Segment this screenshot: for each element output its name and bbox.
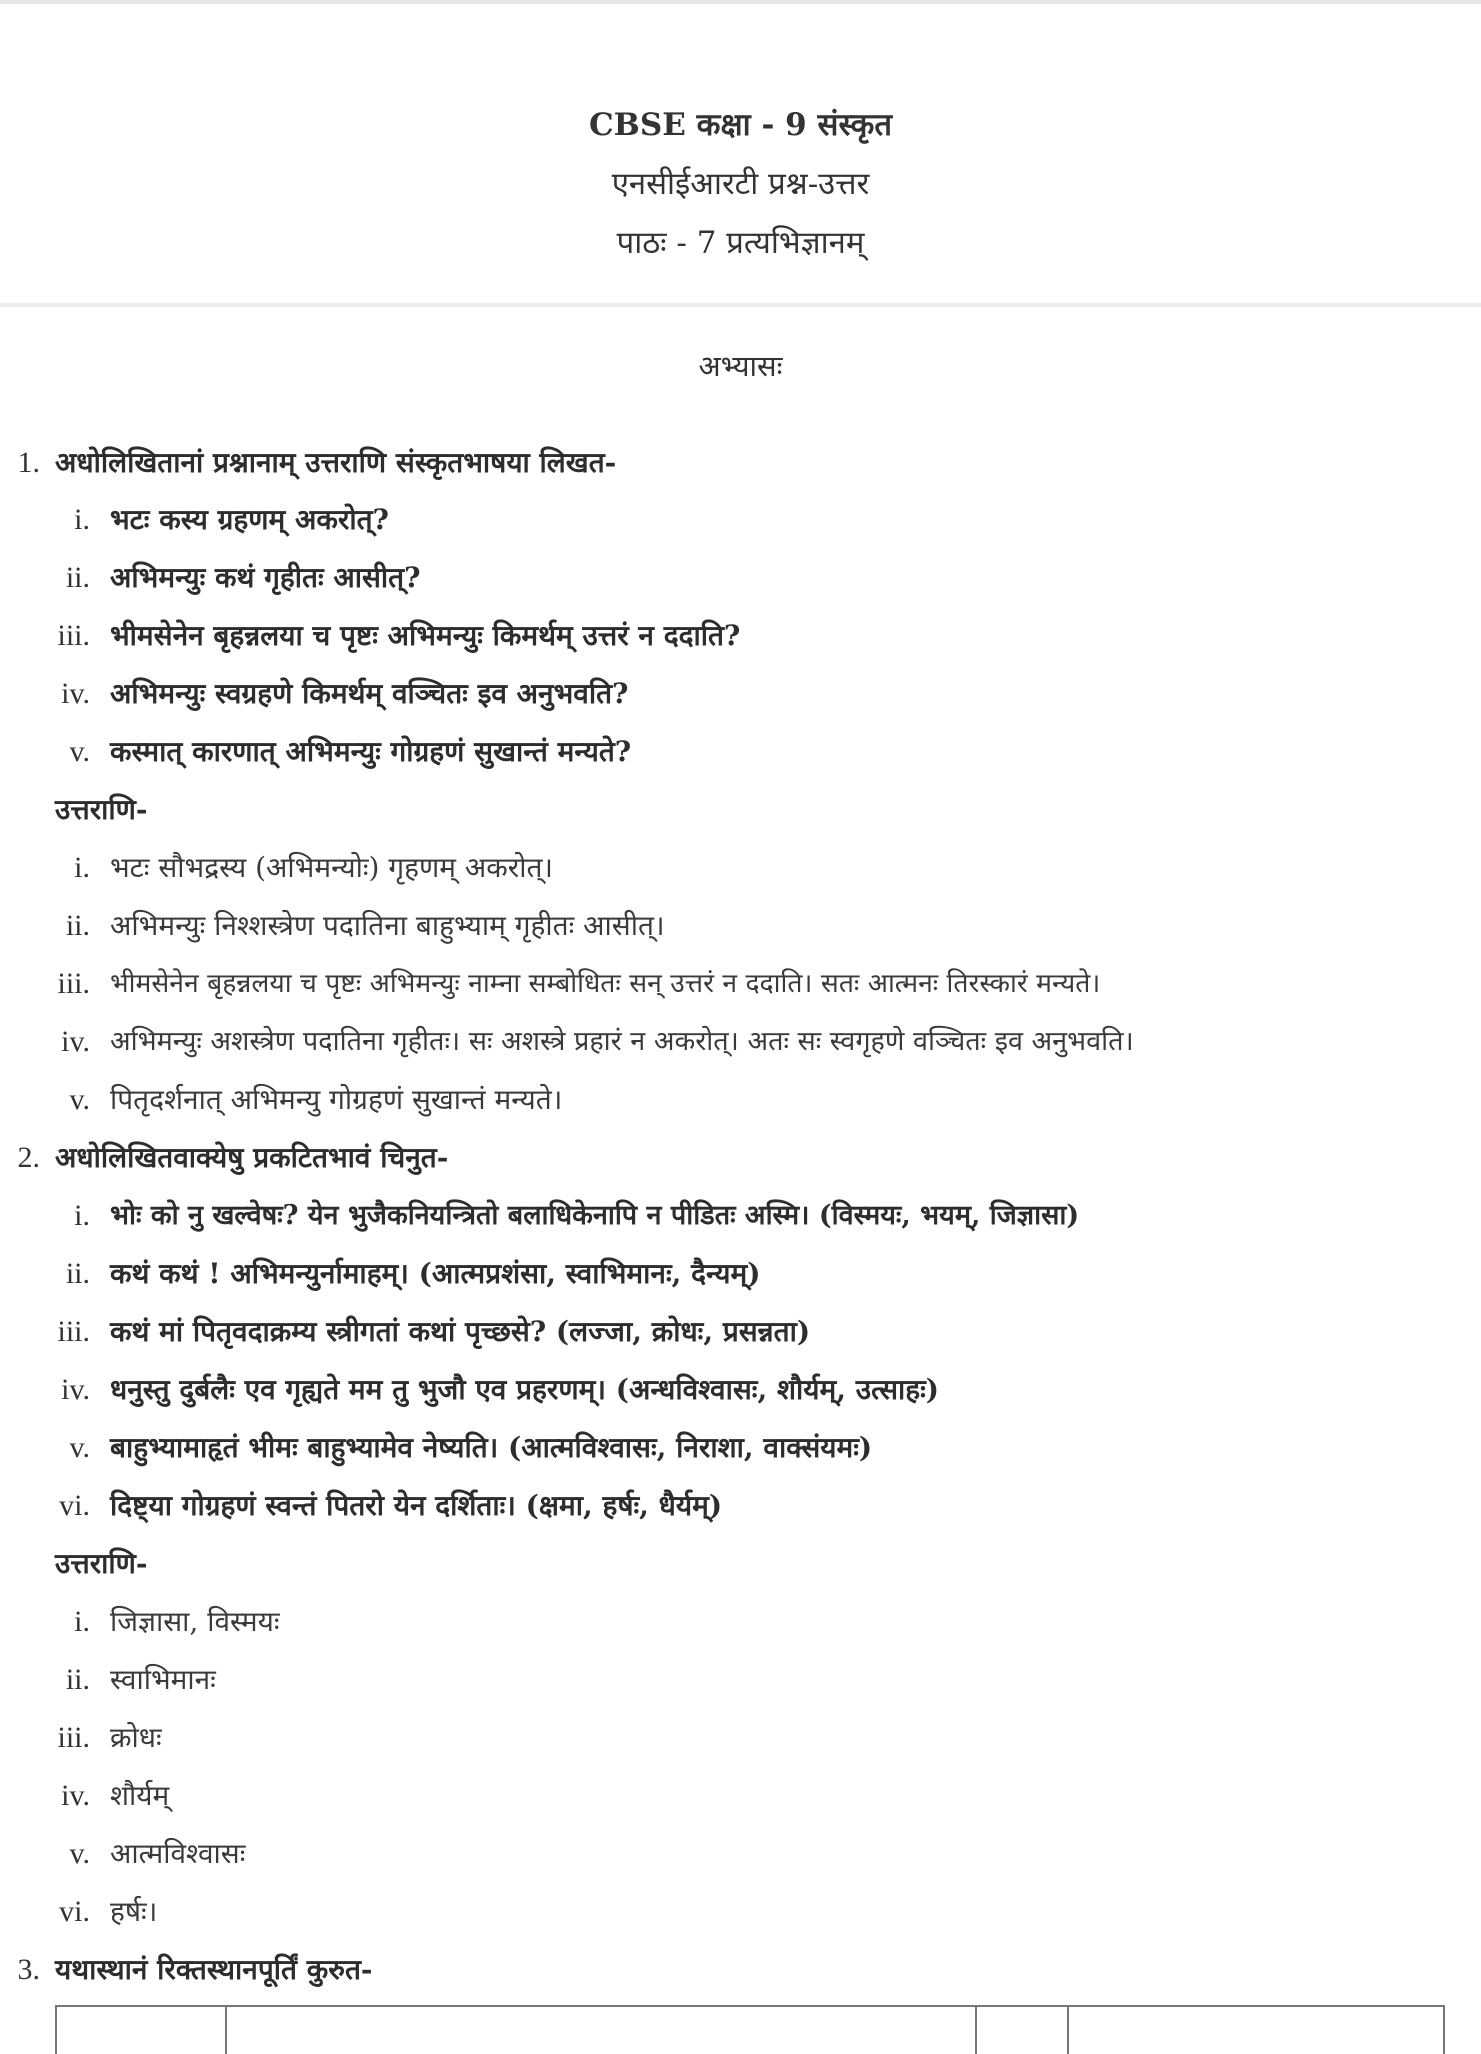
item-text: भीमसेनेन बृहन्नलया च पृष्टः अभिमन्युः किमर्थम् उत्तरं न ददाति? [110,619,741,652]
item-number: i. [74,1199,90,1232]
q2-item [0,1191,1481,1241]
item-number: vi. [59,1489,90,1522]
item-text: धनुस्तु दुर्बलैः एव गृह्यते मम तु भुजौ एव प्रहरणम्। (अन्धविश्वासः, शौर्यम्, उत्साहः) [110,1373,940,1406]
q2-answer [0,1887,1481,1937]
answer-number: i. [74,851,90,884]
item-number: v. [69,735,90,768]
q2-answer [0,1597,1481,1647]
table-column-divider [1067,2007,1069,2054]
item-text: अभिमन्युः कथं गृहीतः आसीत्? [110,561,421,594]
fill-in-table [55,2005,1445,2054]
q2-answer [0,1713,1481,1763]
question-number: 2. [17,1141,40,1174]
answer-text: स्वाभिमानः [110,1663,216,1696]
q2-answer [0,1771,1481,1821]
answer-text: जिज्ञासा, विस्मयः [110,1605,280,1638]
answer-number: i. [74,1605,90,1638]
item-number: i. [74,503,90,536]
item-text: कथं मां पितृवदाक्रम्य स्त्रीगतां कथां पृच्छसे? (लज्जा, क्रोधः, प्रसन्नता) [110,1315,811,1348]
q1-answer [0,843,1481,893]
header-divider [0,303,1481,307]
item-text: कस्मात् कारणात् अभिमन्युः गोग्रहणं सुखान्तं मन्यते? [110,735,632,768]
answer-number: iii. [57,967,90,1000]
item-text: दिष्ट्या गोग्रहणं स्वन्तं पितरो येन दर्शिताः। (क्षमा, हर्षः, धैर्यम्) [110,1489,723,1522]
answer-number: iii. [57,1721,90,1754]
q1-item [0,611,1481,661]
answer-text: शौर्यम् [110,1779,170,1812]
item-number: iii. [57,619,90,652]
answer-text: हर्षः। [110,1895,158,1928]
answer-number: v. [69,1083,90,1116]
answer-text: अभिमन्युः निश्शस्त्रेण पदातिना बाहुभ्याम् गृहीतः आसीत्। [110,909,665,942]
q1-item [0,495,1481,545]
item-number: ii. [65,1257,90,1290]
question-text: यथास्थानं रिक्तस्थानपूर्तिं कुरुत- [55,1953,373,1986]
answer-number: vi. [59,1895,90,1928]
answer-text: भटः सौभद्रस्य (अभिमन्योः) गृहणम् अकरोत्। [110,851,554,884]
question-number: 3. [17,1953,40,1986]
q2-answer [0,1829,1481,1879]
header-subtitle: एनसीईआरटी प्रश्न-उत्तर [611,166,870,202]
item-text: भटः कस्य ग्रहणम् अकरोत्? [110,503,389,536]
item-text: भोः को नु खल्वेषः? येन भुजैकनियन्त्रितो बलाधिकेनापि न पीडितः अस्मि। (विस्मयः, भयम्, जिज्ञासा) [110,1200,1080,1231]
q2-item [0,1481,1481,1531]
header-chapter: पाठः - 7 प्रत्यभिज्ञानम् [616,225,865,261]
section-title: अभ्यासः [698,349,783,383]
item-text: अभिमन्युः स्वग्रहणे किमर्थम् वञ्चितः इव अनुभवति? [110,677,629,710]
answer-number: v. [69,1837,90,1870]
answers-label: उत्तराणि- [55,793,148,826]
question-text: अधोलिखितवाक्येषु प्रकटितभावं चिनुत- [55,1141,449,1174]
question-number: 1. [17,446,40,479]
item-number: ii. [65,561,90,594]
answer-text: आत्मविश्वासः [110,1837,246,1870]
item-number: iv. [61,677,90,710]
answer-number: ii. [65,909,90,942]
item-number: iii. [57,1315,90,1348]
q1-item [0,553,1481,603]
q2-item [0,1423,1481,1473]
document-header [0,0,1481,300]
q1-answer [0,959,1481,1009]
table-column-divider [975,2007,977,2054]
q1-item [0,727,1481,777]
q2-item [0,1307,1481,1357]
item-text: कथं कथं ! अभिमन्युर्नामाहम्। (आत्मप्रशंसा, स्वाभिमानः, दैन्यम्) [110,1257,761,1290]
question-2 [0,1133,1481,1183]
question-text: अधोलिखितानां प्रश्नानाम् उत्तराणि संस्कृतभाषया लिखत- [55,446,617,479]
q1-answer [0,901,1481,951]
question-1 [0,438,1481,488]
answer-text: पितृदर्शनात् अभिमन्यु गोग्रहणं सुखान्तं मन्यते। [110,1083,563,1116]
item-number: iv. [61,1373,90,1406]
header-title: CBSE कक्षा - 9 संस्कृत [588,107,893,143]
q2-item [0,1249,1481,1299]
answer-number: ii. [65,1663,90,1696]
table-column-divider [225,2007,227,2054]
q1-item [0,669,1481,719]
answer-text: भीमसेनेन बृहन्नलया च पृष्टः अभिमन्युः नाम्ना सम्बोधितः सन् उत्तरं न ददाति। सतः आत्मनः तिरस्कारं मन्यते। [110,968,1101,999]
item-number: v. [69,1431,90,1464]
answer-number: iv. [61,1025,90,1058]
q2-item [0,1365,1481,1415]
answer-text: क्रोधः [110,1721,162,1754]
answer-number: iv. [61,1779,90,1812]
answers-label: उत्तराणि- [55,1547,148,1580]
q2-answer [0,1655,1481,1705]
q1-answer [0,1017,1481,1067]
answer-text: अभिमन्युः अशस्त्रेण पदातिना गृहीतः। सः अशस्त्रे प्रहारं न अकरोत्। अतः सः स्वगृहणे वञ्चितः इव अनुभवति। [110,1026,1134,1057]
q1-answer [0,1075,1481,1125]
question-3 [0,1945,1481,1995]
item-text: बाहुभ्यामाहृतं भीमः बाहुभ्यामेव नेष्यति। (आत्मविश्वासः, निराशा, वाक्संयमः) [110,1431,873,1464]
